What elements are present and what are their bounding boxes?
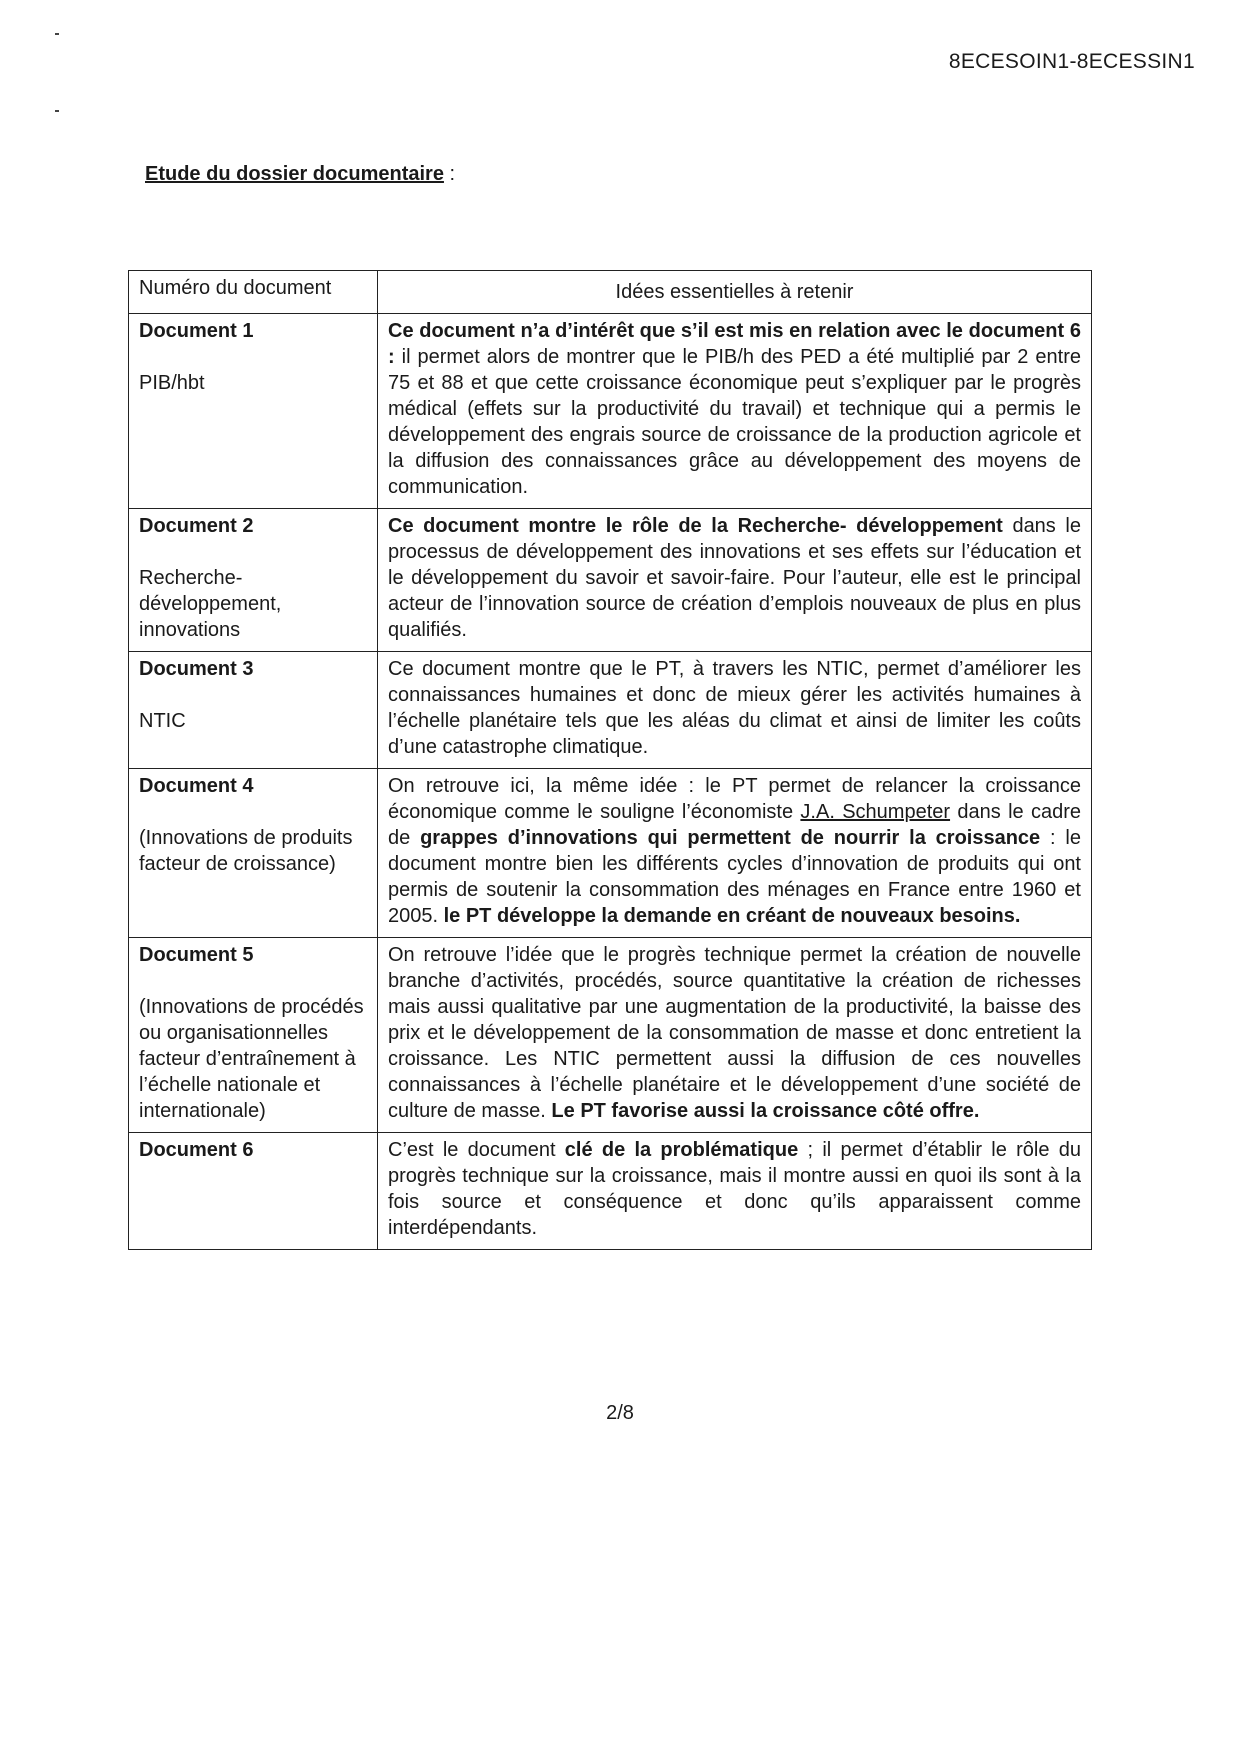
scan-mark — [55, 33, 59, 35]
key-ideas-cell — [378, 769, 1092, 938]
underlined-text: J.A. Schumpeter — [800, 801, 951, 823]
document-cell — [129, 314, 378, 509]
table-row — [129, 769, 1092, 938]
body-text: On retrouve ici, la même idée : le PT permet de relancer la croissance économique comme le souligne l’économiste — [388, 775, 1081, 823]
col-header-document-number: Numéro du document — [129, 271, 378, 314]
bold-text: le PT développe la demande en créant de nouveaux besoins. — [443, 905, 1021, 927]
document-number: Document 4 — [139, 775, 254, 797]
bold-text: Ce document montre le rôle de la Recherche- développement — [388, 515, 1003, 537]
body-text: ; il permet d’établir le rôle du progrès technique sur la croissance, mais il montre aussi en quoi ils sont à la fois source et conséquence et donc qu’ils apparaissent comme interdépendants. — [388, 1139, 1081, 1239]
table-row — [129, 509, 1092, 652]
document-subject: NTIC — [139, 710, 186, 732]
body-text: On retrouve l’idée que le progrès technique permet la création de nouvelle branche d’activités, procédés, source quantitative la création de richesses mais aussi qualitative par une augmentation de la productivité, la baisse des prix et le développement de la consommation de masse et donc entretient la croissance. Les NTIC permettent aussi la diffusion de ces nouvelles connaissances à l’échelle planétaire et le développement d’une société de culture de masse. — [388, 944, 1081, 1122]
body-text: C’est le document — [388, 1139, 565, 1161]
bold-text: Ce document n’a d’intérêt que s’il est mis en relation avec le document 6 : — [388, 320, 1081, 368]
document-cell — [129, 938, 378, 1133]
document-number: Document 1 — [139, 320, 254, 342]
document-subject: (Innovations de produits facteur de croissance) — [139, 827, 353, 875]
key-ideas-cell — [378, 509, 1092, 652]
document-code: 8ECESOIN1-8ECESSIN1 — [948, 50, 1195, 73]
page-number: 2/8 — [606, 1402, 634, 1424]
documents-table — [128, 270, 1092, 1250]
document-number: Document 2 — [139, 515, 254, 537]
document-cell — [129, 509, 378, 652]
document-cell — [129, 1133, 378, 1250]
key-ideas-cell — [378, 652, 1092, 769]
table-row — [129, 1133, 1092, 1250]
document-subject: Recherche-développement, innovations — [139, 567, 282, 641]
body-text: Ce document montre que le PT, à travers les NTIC, permet d’améliorer les connaissances humaines et donc de mieux gérer les activités humaines à l’échelle planétaire tels que les aléas du climat et ainsi de limiter les coûts d’une catastrophe climatique. — [388, 658, 1081, 758]
document-cell — [129, 652, 378, 769]
key-ideas-cell — [378, 938, 1092, 1133]
title-text: Etude du dossier documentaire — [145, 163, 444, 185]
scan-mark — [55, 110, 59, 112]
document-subject: PIB/hbt — [139, 372, 205, 394]
table-row — [129, 938, 1092, 1133]
title-colon: : — [443, 163, 456, 185]
table-header-row — [129, 271, 1092, 314]
document-number: Document 3 — [139, 658, 254, 680]
document-number: Document 6 — [139, 1139, 254, 1161]
col-header-key-ideas: Idées essentielles à retenir — [378, 271, 1092, 314]
bold-text: clé de la problématique — [564, 1139, 799, 1161]
key-ideas-cell — [378, 1133, 1092, 1250]
bold-text: Le PT favorise aussi la croissance côté offre. — [551, 1100, 980, 1122]
body-text: il permet alors de montrer que le PIB/h des PED a été multiplié par 2 entre 75 et 88 et que cette croissance économique peut s’expliquer par le progrès médical (effets sur la productivité du travail) et technique qui a permis le développement des engrais source de croissance de la production agricole et la diffusion des connaissances grâce au développement des moyens de communication. — [388, 346, 1081, 498]
body-text: : le document montre bien les différents cycles d’innovation de produits qui ont permis de soutenir la consommation des ménages en France entre 1960 et 2005. — [388, 827, 1081, 927]
table-row — [129, 652, 1092, 769]
body-text: dans le cadre de — [388, 801, 1082, 849]
table-row — [129, 314, 1092, 509]
key-ideas-cell — [378, 314, 1092, 509]
document-subject: (Innovations de procédés ou organisationnelles facteur d’entraînement à l’échelle nationale et internationale) — [139, 996, 364, 1122]
document-number: Document 5 — [139, 944, 254, 966]
page-title — [145, 163, 455, 186]
body-text: dans le processus de développement des innovations et ses effets sur l’éducation et le développement du savoir et savoir-faire. Pour l’auteur, elle est le principal acteur de l’innovation source de création d’emplois nouveaux de plus en plus qualifiés. — [388, 515, 1081, 641]
bold-text: grappes d’innovations qui permettent de nourrir la croissance — [420, 827, 1041, 849]
document-cell — [129, 769, 378, 938]
